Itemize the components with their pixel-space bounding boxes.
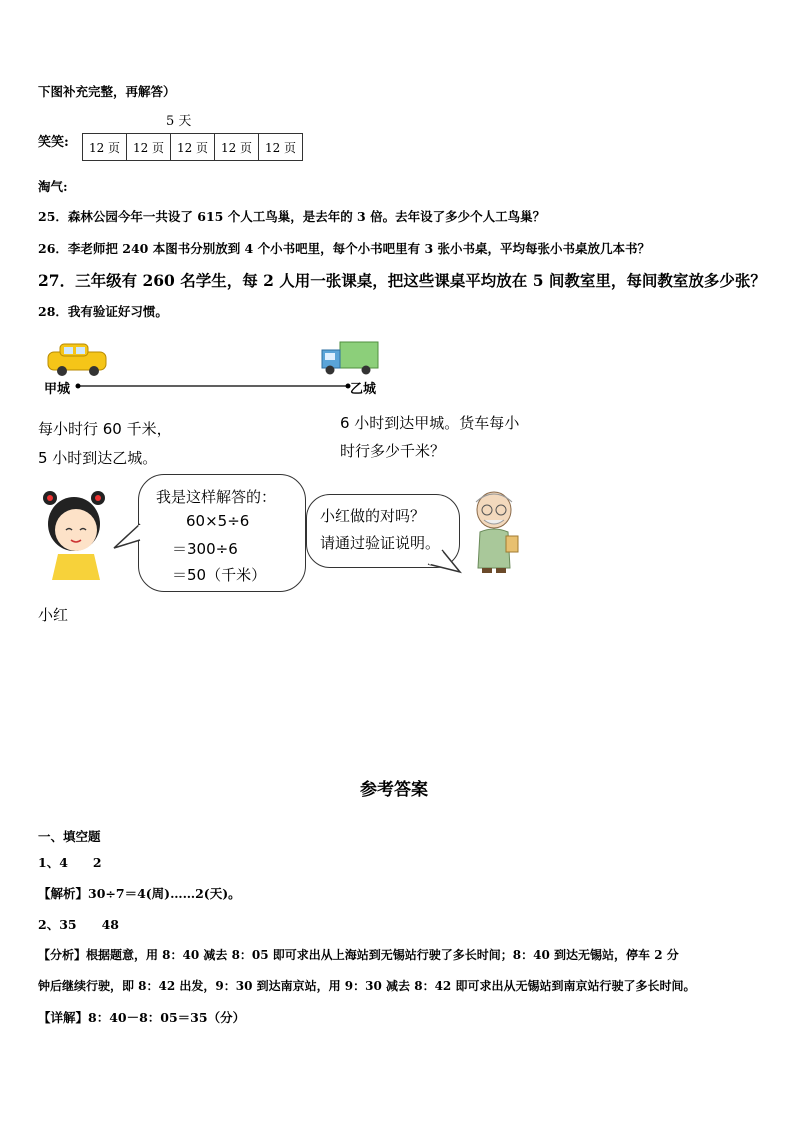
girl-calc-line-3: ＝50（千米）	[172, 566, 267, 584]
girl-bubble-title: 我是这样解答的：	[156, 488, 277, 506]
question-25: 25．森林公园今年一共设了 615 个人工鸟巢，是去年的 3 倍。去年设了多少个人工鸟巢？	[38, 209, 546, 224]
answer-1-analysis: 【解析】30÷7＝4(周)……2(天)。	[38, 886, 241, 901]
girl-illustration	[38, 484, 110, 584]
teacher-line-2: 请通过验证说明。	[320, 534, 441, 552]
city-a-label: 甲城	[44, 382, 71, 397]
answer-2-detail: 【详解】8：40－8：05＝35（分）	[38, 1010, 246, 1025]
girl-bubble-tail	[112, 520, 142, 550]
truck-icon	[322, 342, 378, 375]
answer-2-analysis-line-1: 【分析】根据题意，用 8：40 减去 8：05 即可求出从上海站到无锡站行驶了多长时间；8：40 到达无锡站，停车 2 分	[38, 948, 679, 962]
page-cell: 12 页	[171, 134, 215, 161]
answers-title: 参考答案	[360, 780, 428, 800]
girl-calc-line-2: ＝300÷6	[172, 540, 238, 558]
route-diagram	[40, 336, 400, 396]
question-26: 26．李老师把 240 本图书分别放到 4 个小书吧里，每个小书吧里有 3 张小书桌，平均每张小书桌放几本书？	[38, 241, 650, 256]
teacher-illustration	[464, 488, 528, 574]
answers-section-1: 一、填空题	[38, 829, 101, 844]
city-b-label: 乙城	[350, 382, 377, 397]
days-label: 5 天	[166, 114, 192, 129]
taoqi-label: 淘气:	[38, 179, 68, 194]
top-note: 下图补充完整，再解答）	[38, 84, 176, 99]
truck-info-line-2: 时行多少千米？	[340, 442, 446, 460]
xiaoxiao-label: 笑笑:	[38, 135, 69, 150]
answer-1: 1、4 2	[38, 855, 102, 870]
car-info-line-2: 5 小时到达乙城。	[38, 449, 158, 467]
question-27: 27．三年级有 260 名学生，每 2 人用一张课桌，把这些课桌平均放在 5 间教室里，每间教室放多少张？	[38, 271, 766, 290]
page-cell: 12 页	[259, 134, 303, 161]
girl-calc-line-1: 60×5÷6	[186, 512, 250, 530]
car-info-line-1: 每小时行 60 千米，	[38, 420, 172, 438]
girl-name: 小红	[38, 606, 69, 624]
page-segment-table	[82, 133, 303, 161]
truck-info-line-1: 6 小时到达甲城。货车每小	[340, 414, 520, 432]
teacher-line-1: 小红做的对吗？	[320, 507, 426, 525]
answer-2-analysis-line-2: 钟后继续行驶，即 8：42 出发，9：30 到达南京站，用 9：30 减去 8：42 即可求出从无锡站到南京站行驶了多长时间。	[38, 979, 696, 993]
car-icon	[48, 344, 106, 376]
question-28: 28．我有验证好习惯。	[38, 304, 168, 319]
page-cell: 12 页	[83, 134, 127, 161]
page-cell: 12 页	[127, 134, 171, 161]
page-cell: 12 页	[215, 134, 259, 161]
answer-2: 2、35 48	[38, 917, 119, 932]
